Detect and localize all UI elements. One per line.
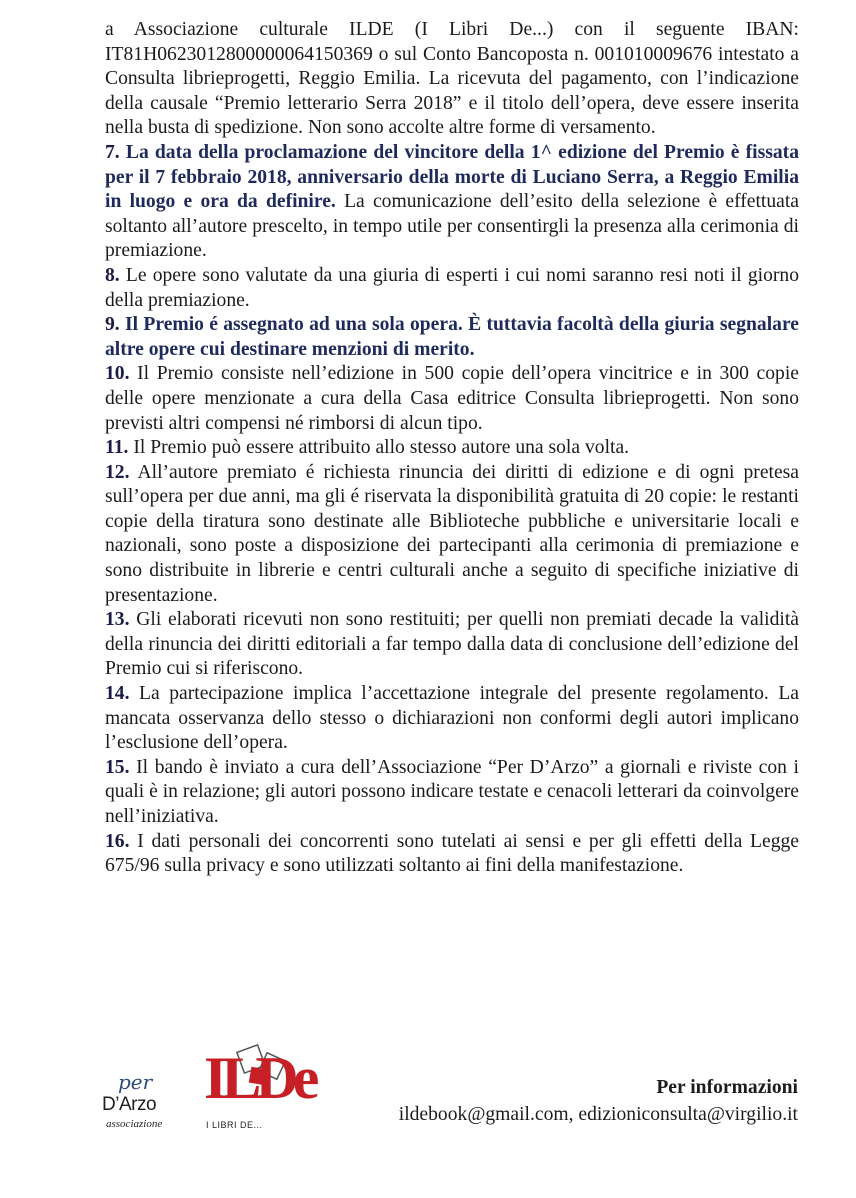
paragraph-text: Gli elaborati ricevuti non sono restituiti; per quelli non premiati decade la validità della rinuncia dei diritti editoriali a far tempo dalla data di conclusione dell’edizione del Premio cui si riferiscono. bbox=[105, 609, 799, 680]
regulation-paragraph bbox=[105, 362, 799, 436]
regulation-paragraph bbox=[105, 608, 799, 682]
darzo-logo-sub: associazione bbox=[106, 1118, 163, 1130]
paragraph-number: 8. bbox=[105, 264, 120, 286]
paragraph-text: a Associazione culturale ILDE (I Libri De...) con il seguente IBAN: IT81H0623012800000064150369 o sul Conto Bancoposta n. 001010009676 intestato a Consulta librieprogetti, Reggio Emilia. La ricevuta del pagamento, con l’indicazione della causale “Premio letterario Serra 2018” e il titolo dell’opera, deve essere inserita nella busta di spedizione. Non sono accolte altre forme di versamento. bbox=[105, 19, 799, 139]
paragraph-number: 14. bbox=[105, 683, 130, 705]
paragraph-text: All’autore premiato é richiesta rinuncia dei diritti di edizione e di ogni pretesa sull’opera per due anni, ma gli é riservata la disponibilità gratuita di 20 copie: le restanti copie della tiratura sono destinate alle Biblioteche pubbliche e universitarie locali e nazionali, sono poste a disposizione dei partecipanti alla cerimonia di premiazione e sono distribuite in librerie e centri culturali anche a seguito di specifiche iniziative di presentazione. bbox=[105, 461, 799, 606]
regulation-paragraph bbox=[105, 141, 799, 264]
darzo-logo-name: D’Arzo bbox=[102, 1094, 157, 1115]
paragraph-text: Il bando è inviato a cura dell’Associazione “Per D’Arzo” a giornali e riviste con i quali è in relazione; gli autori possono indicare testate e cenacoli letterari da coinvolgere nell’iniziativa. bbox=[105, 756, 799, 827]
footer-info bbox=[399, 1074, 798, 1128]
paragraph-number: 16. bbox=[105, 830, 130, 852]
paragraph-text: I dati personali dei concorrenti sono tutelati ai sensi e per gli effetti della Legge 675/96 sulla privacy e sono utilizzati soltanto ai fini della manifestazione. bbox=[105, 830, 799, 877]
paragraph-emphasis: La data della proclamazione del vincitore della 1^ edizione del Premio è fissata per il 7 febbraio 2018, anniversario della morte di Luciano Serra, a Reggio Emilia in luogo e ora da definire. bbox=[105, 141, 799, 213]
regulation-paragraph bbox=[105, 436, 799, 461]
regulation-paragraph bbox=[105, 830, 799, 879]
paragraph-text: Il Premio può essere attribuito allo stesso autore una sola volta. bbox=[133, 437, 630, 459]
regulation-paragraph bbox=[105, 756, 799, 830]
darzo-logo-per: per bbox=[118, 1070, 153, 1094]
regulation-paragraph bbox=[105, 264, 799, 313]
paragraph-number: 10. bbox=[105, 363, 130, 385]
paragraph-number: 15. bbox=[105, 756, 130, 778]
paragraph-number: 7. bbox=[105, 141, 120, 163]
ilde-logo bbox=[200, 1034, 314, 1140]
regulation-paragraph bbox=[105, 682, 799, 756]
regulation-paragraph bbox=[105, 313, 799, 362]
paragraph-text: Le opere sono valutate da una giuria di esperti i cui nomi saranno resi noti il giorno della premiazione. bbox=[105, 264, 799, 311]
paragraph-text: La comunicazione dell’esito della selezione è effettuata soltanto all’autore prescelto, in tempo utile per consentirgli la presenza alla cerimonia di premiazione. bbox=[105, 191, 799, 262]
ilde-logo-letters: ILDe bbox=[204, 1045, 314, 1111]
paragraph-number: 11. bbox=[105, 437, 129, 459]
paragraph-number: 9. bbox=[105, 314, 120, 336]
paragraph-emphasis: Il Premio é assegnato ad una sola opera. È tuttavia facoltà della giuria segnalare altre opere cui destinare menzioni di merito. bbox=[105, 314, 799, 360]
darzo-association-logo bbox=[100, 1070, 192, 1134]
paragraph-text: Il Premio consiste nell’edizione in 500 copie dell’opera vincitrice e in 300 copie delle opere menzionate a cura della Casa editrice Consulta librieprogetti. Non sono previsti altri compensi né rimborsi di alcun tipo. bbox=[105, 363, 799, 434]
footer-contacts: ildebook@gmail.com, edizioniconsulta@virgilio.it bbox=[398, 1104, 798, 1125]
paragraph-text: La partecipazione implica l’accettazione integrale del presente regolamento. La mancata osservanza dello stesso o dichiarazioni non conformi degli autori implicano l’esclusione dell’opera. bbox=[105, 683, 800, 754]
paragraph-number: 13. bbox=[105, 609, 130, 631]
paragraph-number: 12. bbox=[105, 461, 130, 483]
regulation-text bbox=[105, 18, 799, 879]
regulation-paragraph bbox=[105, 18, 799, 141]
ilde-logo-caption: I LIBRI DE... bbox=[206, 1120, 263, 1130]
footer-title: Per informazioni bbox=[656, 1077, 798, 1098]
regulation-paragraph bbox=[105, 461, 799, 609]
